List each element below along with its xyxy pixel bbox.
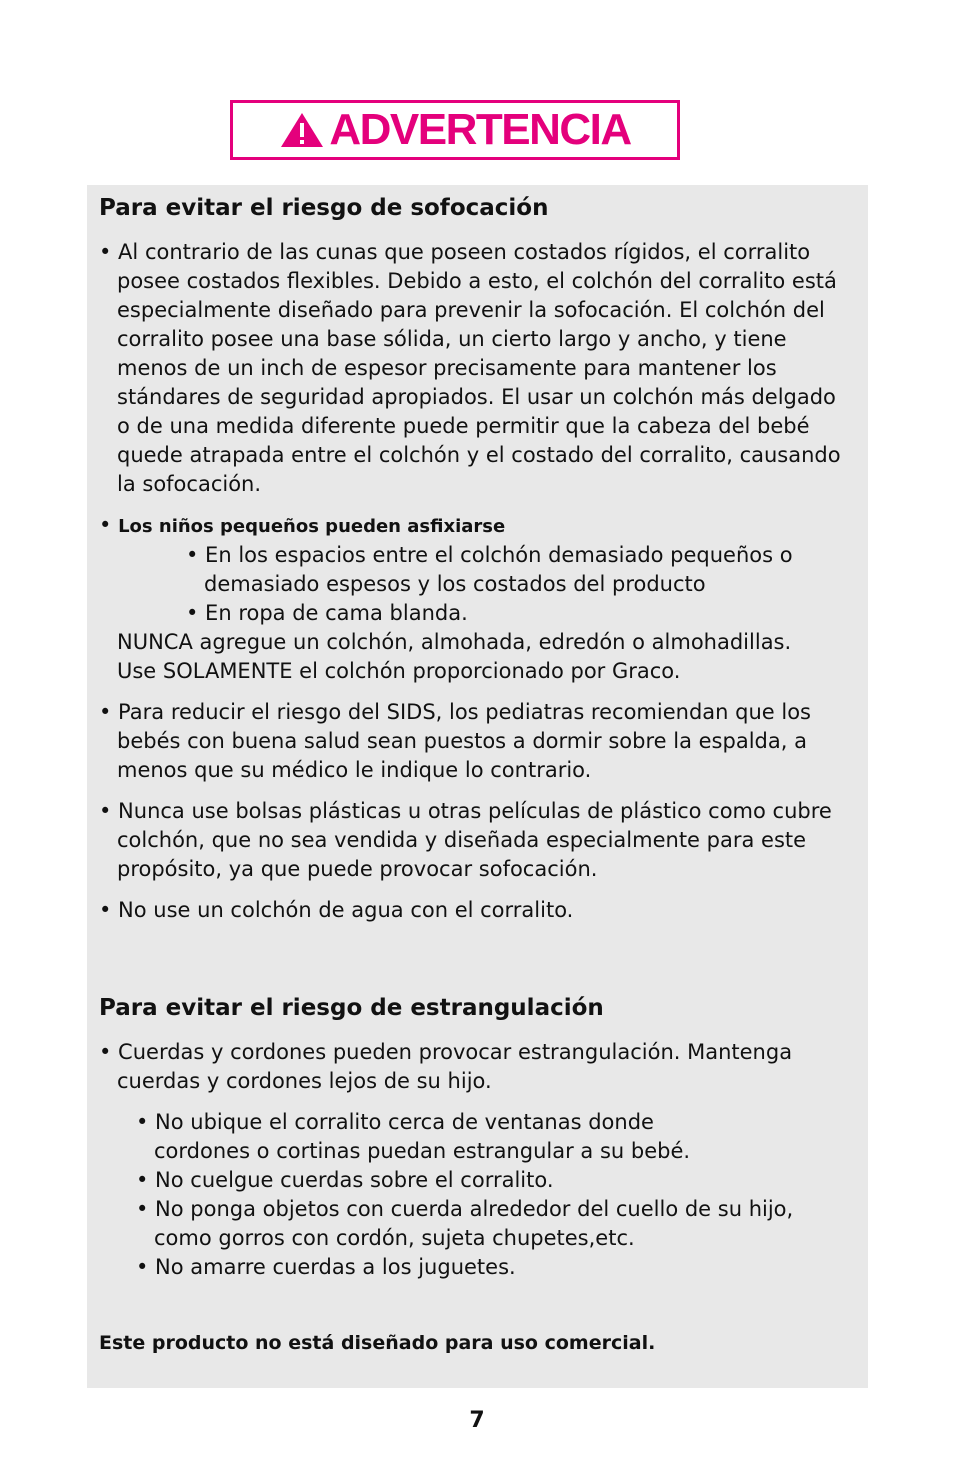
text-line: propósito, ya que puede provocar sofocación. (117, 857, 598, 881)
text-line: NUNCA agregue un colchón, almohada, edredón o almohadillas. (117, 630, 792, 654)
cords-sub-item (117, 1108, 859, 1166)
paragraph-cords (99, 1038, 859, 1096)
text-line: corralito posee una base sólida, un cierto largo y ancho, y tiene (117, 327, 787, 351)
text-line: • No ubique el corralito cerca de ventanas donde (136, 1110, 654, 1134)
asphyxia-title: Los niños pequeños pueden asfixiarse (118, 516, 506, 537)
text-line: • Al contrario de las cunas que poseen costados rígidos, el corralito (99, 240, 811, 264)
warning-title: ADVERTENCIA (329, 105, 631, 154)
asphyxia-title-line: • Los niños pequeños pueden asfixiarse (99, 513, 506, 537)
commercial-use-note: Este producto no está diseñado para uso comercial. (99, 1332, 656, 1354)
text-line: cordones o cortinas puedan estrangular a su bebé. (154, 1139, 691, 1163)
text-line: • Cuerdas y cordones pueden provocar estrangulación. Mantenga (99, 1040, 793, 1064)
text-line: bebés con buena salud sean puestos a dormir sobre la espalda, a (117, 729, 807, 753)
asphyxia-sub-item (117, 541, 859, 599)
warning-triangle-icon (279, 111, 325, 149)
section-heading-strangulation: Para evitar el riesgo de estrangulación (99, 995, 604, 1021)
text-line: stándares de seguridad apropiados. El usar un colchón más delgado (117, 385, 836, 409)
page-number: 7 (469, 1408, 485, 1433)
text-line: cuerdas y cordones lejos de su hijo. (117, 1069, 492, 1093)
text-line: • Nunca use bolsas plásticas u otras películas de plástico como cubre (99, 799, 832, 823)
text-line: o de una medida diferente puede permitir que la cabeza del bebé (117, 414, 810, 438)
paragraph-plastic-bags (99, 797, 859, 884)
text-line: menos que su médico le indique lo contrario. (117, 758, 592, 782)
text-line: • Para reducir el riesgo del SIDS, los pediatras recomiendan que los (99, 700, 811, 724)
text-line: • En los espacios entre el colchón demasiado pequeños o (186, 543, 793, 567)
cords-sub-item: • No amarre cuerdas a los juguetes. (136, 1255, 516, 1279)
text-line: posee costados flexibles. Debido a esto, el colchón del corralito está (117, 269, 837, 293)
text-line: Use SOLAMENTE el colchón proporcionado por Graco. (117, 659, 681, 683)
cords-sub-item: • No cuelgue cuerdas sobre el corralito. (136, 1168, 554, 1192)
asphyxia-sub-item: • En ropa de cama blanda. (186, 601, 468, 625)
cords-sub-item (117, 1195, 859, 1253)
text-line: • No ponga objetos con cuerda alrededor del cuello de su hijo, (136, 1197, 794, 1221)
cords-sub-list (99, 1108, 859, 1282)
text-line: como gorros con cordón, sujeta chupetes,etc. (154, 1226, 635, 1250)
text-line: colchón, que no sea vendida y diseñada especialmente para este (117, 828, 807, 852)
warning-banner (230, 100, 680, 160)
text-line: menos de un inch de espesor precisamente para mantener los (117, 356, 777, 380)
text-line: quede atrapada entre el colchón y el costado del corralito, causando (117, 443, 841, 467)
text-line: la sofocación. (117, 472, 262, 496)
text-line: demasiado espesos y los costados del producto (204, 572, 706, 596)
panel-content (99, 193, 859, 1282)
paragraph-water-mattress: • No use un colchón de agua con el corralito. (99, 898, 574, 922)
paragraph-mattress (99, 238, 859, 499)
text-line: especialmente diseñado para prevenir la sofocación. El colchón del (117, 298, 825, 322)
section-heading-suffocation: Para evitar el riesgo de sofocación (99, 195, 549, 221)
paragraph-sids (99, 698, 859, 785)
warning-panel (87, 185, 868, 1388)
paragraph-asphyxia (99, 511, 859, 686)
